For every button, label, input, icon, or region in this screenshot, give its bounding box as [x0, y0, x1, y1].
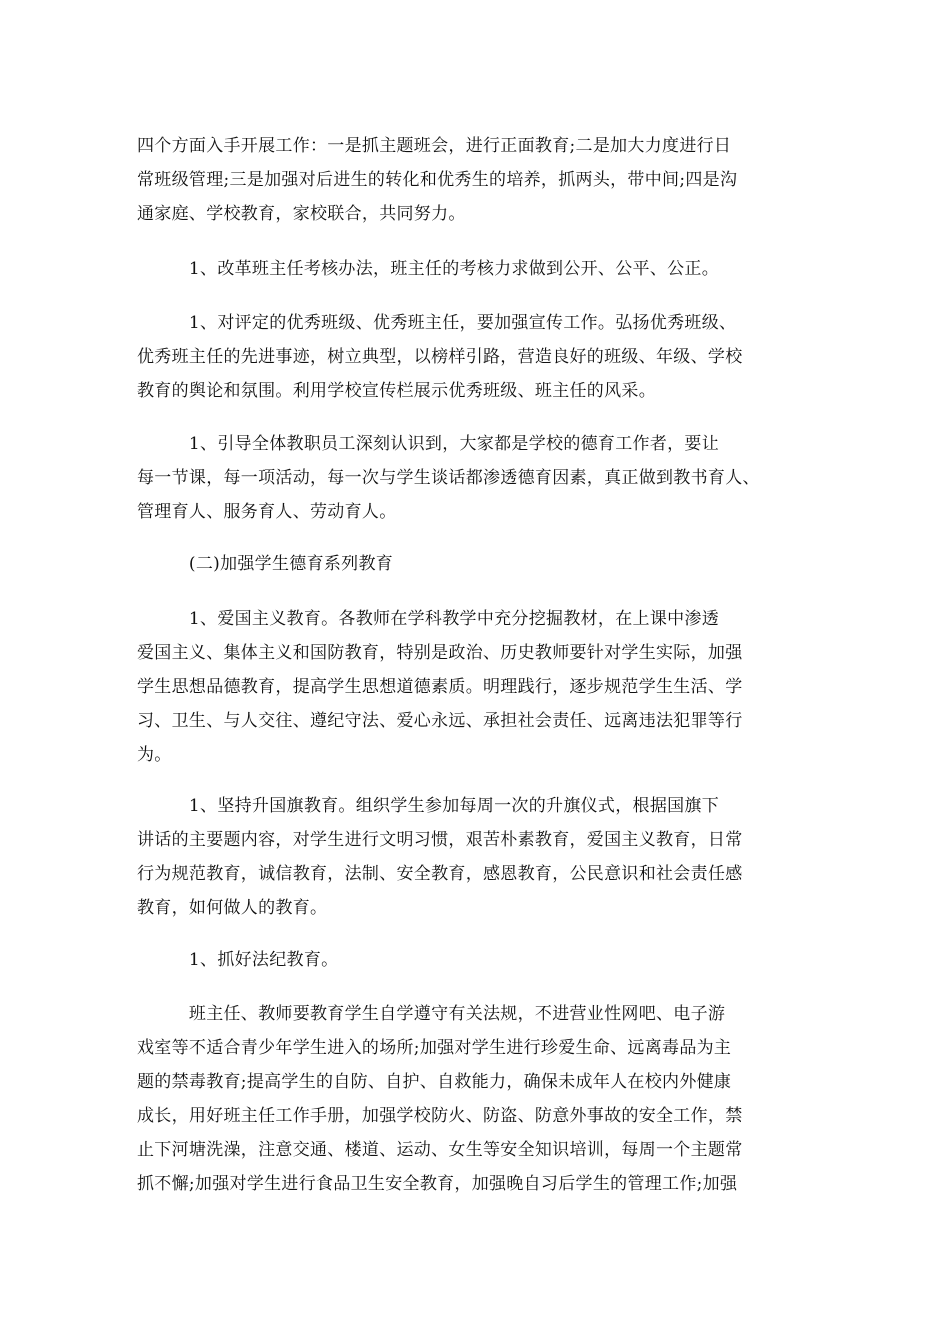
text-line: 成长，用好班主任工作手册，加强学校防火、防盗、防意外事故的安全工作，禁 — [137, 1106, 743, 1126]
paragraph-8 — [137, 943, 827, 977]
text-line: 教育的舆论和氛围。利用学校宣传栏展示优秀班级、班主任的风采。 — [137, 381, 656, 401]
text-line: 1、改革班主任考核办法，班主任的考核力求做到公开、公平、公正。 — [137, 259, 720, 279]
text-line: 戏室等不适合青少年学生进入的场所;加强对学生进行珍爱生命、远离毒品为主 — [137, 1038, 732, 1058]
text-line: 抓不懈;加强对学生进行食品卫生安全教育，加强晚自习后学生的管理工作;加强 — [137, 1174, 738, 1194]
text-line: 学生思想品德教育，提高学生思想道德素质。明理践行，逐步规范学生生活、学 — [137, 677, 743, 697]
text-line: 1、引导全体教职员工深刻认识到，大家都是学校的德育工作者，要让 — [137, 434, 720, 454]
paragraph-6 — [137, 602, 827, 772]
text-line: 1、对评定的优秀班级、优秀班主任，要加强宣传工作。弘扬优秀班级、 — [137, 313, 737, 333]
text-line: 每一节课，每一项活动，每一次与学生谈话都渗透德育因素，真正做到教书育人、 — [137, 468, 760, 488]
text-line: 习、卫生、与人交往、遵纪守法、爱心永远、承担社会责任、远离违法犯罪等行 — [137, 711, 743, 731]
paragraph-9 — [137, 997, 827, 1201]
paragraph-2 — [137, 252, 827, 286]
text-line: 常班级管理;三是加强对后进生的转化和优秀生的培养，抓两头，带中间;四是沟 — [137, 170, 738, 190]
text-line: 题的禁毒教育;提高学生的自防、自护、自救能力，确保未成年人在校内外健康 — [137, 1072, 732, 1092]
paragraph-4 — [137, 427, 827, 529]
text-line: 爱国主义、集体主义和国防教育，特别是政治、历史教师要针对学生实际，加强 — [137, 643, 743, 663]
text-line: 1、抓好法纪教育。 — [137, 950, 339, 970]
text-line: (二)加强学生德育系列教育 — [137, 554, 394, 574]
text-line: 讲话的主要题内容，对学生进行文明习惯，艰苦朴素教育，爱国主义教育，日常 — [137, 830, 743, 850]
section-heading — [137, 547, 827, 581]
text-line: 教育，如何做人的教育。 — [137, 898, 328, 918]
text-line: 止下河塘洗澡，注意交通、楼道、运动、女生等安全知识培训，每周一个主题常 — [137, 1140, 743, 1160]
text-line: 通家庭、学校教育，家校联合，共同努力。 — [137, 204, 466, 224]
paragraph-7 — [137, 789, 827, 925]
text-line: 行为规范教育，诚信教育，法制、安全教育，感恩教育，公民意识和社会责任感 — [137, 864, 743, 884]
text-line: 为。 — [137, 745, 172, 765]
text-line: 1、坚持升国旗教育。组织学生参加每周一次的升旗仪式，根据国旗下 — [137, 796, 720, 816]
paragraph-3 — [137, 306, 827, 408]
text-line: 1、爱国主义教育。各教师在学科教学中充分挖掘教材，在上课中渗透 — [137, 609, 720, 629]
text-line: 优秀班主任的先进事迹，树立典型，以榜样引路，营造良好的班级、年级、学校 — [137, 347, 743, 367]
text-line: 四个方面入手开展工作：一是抓主题班会，进行正面教育;二是加大力度进行日 — [137, 136, 732, 156]
paragraph-1 — [137, 129, 827, 231]
text-line: 班主任、教师要教育学生自学遵守有关法规，不进营业性网吧、电子游 — [137, 1004, 726, 1024]
text-line: 管理育人、服务育人、劳动育人。 — [137, 502, 397, 522]
